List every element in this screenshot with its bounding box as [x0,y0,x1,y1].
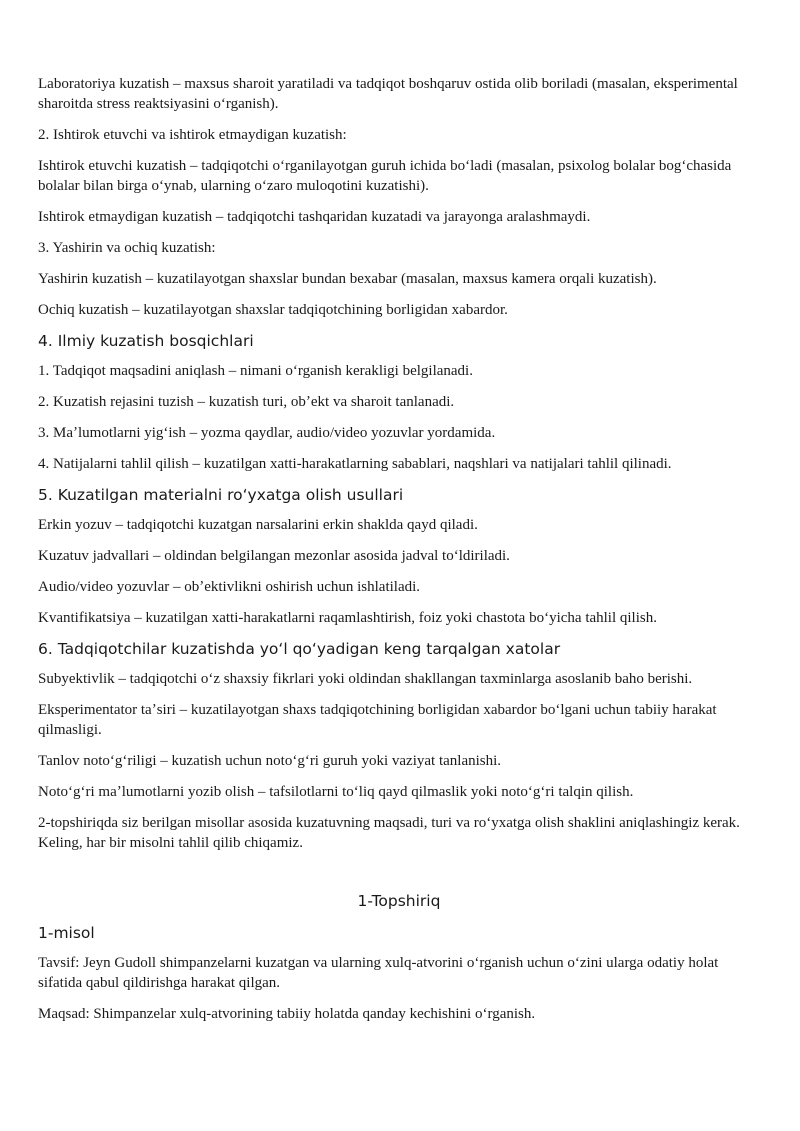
paragraph-open-observation: Ochiq kuzatish – kuzatilayotgan shaxslar tadqiqotchining borligidan xabardor. [38,302,508,318]
example-heading: 1-misol [38,924,95,942]
paragraph-task-intro: 2-topshiriqda siz berilgan misollar asosida kuzatuvning maqsadi, turi va roʻyxatga olish shaklini aniqlashingiz kerak. Keling, har bir misolni tahlil qilib chiqamiz. [38,815,740,851]
paragraph-participant-heading: 2. Ishtirok etuvchi va ishtirok etmaydigan kuzatish: [38,127,347,143]
list-item-stage-3: 3. Maʼlumotlarni yigʻish – yozma qaydlar, audio/video yozuvlar yordamida. [38,425,496,441]
paragraph-participant-observation: Ishtirok etuvchi kuzatish – tadqiqotchi oʻrganilayotgan guruh ichida boʻladi (masalan, psixolog bolalar bogʻchasida bolalar bilan birga oʻynab, ularning oʻzaro muloqotini kuzatishi). [38,158,732,194]
task-title: 1-Topshiriq [357,892,441,910]
section-heading-common-errors: 6. Tadqiqotchilar kuzatishda yoʻl qoʻyadigan keng tarqalgan xatolar [38,640,561,658]
list-item-subjectivity: Subyektivlik – tadqiqotchi oʻz shaxsiy fikrlari yoki oldindan shakllangan taxminlarga asoslanib baho berishi. [38,671,693,687]
list-item-stage-2: 2. Kuzatish rejasini tuzish – kuzatish turi, obʼekt va sharoit tanlanadi. [38,394,455,410]
list-item-observation-tables: Kuzatuv jadvallari – oldindan belgilangan mezonlar asosida jadval toʻldiriladi. [38,548,510,564]
paragraph-hidden-observation: Yashirin kuzatish – kuzatilayotgan shaxslar bundan bexabar (masalan, maxsus kamera orqali kuzatish). [38,271,657,287]
paragraph-description: Tavsif: Jeyn Gudoll shimpanzelarni kuzatgan va ularning xulq-atvorini oʻrganish uchun oʻzini ularga odatiy holat sifatida qabul qildirishga harakat qilgan. [38,955,719,991]
list-item-stage-1: 1. Tadqiqot maqsadini aniqlash – nimani oʻrganish kerakligi belgilanadi. [38,363,473,379]
list-item-selection-bias: Tanlov notoʻgʻriligi – kuzatish uchun notoʻgʻri guruh yoki vaziyat tanlanishi. [38,753,502,769]
list-item-free-writing: Erkin yozuv – tadqiqotchi kuzatgan narsalarini erkin shaklda qayd qiladi. [38,517,478,533]
paragraph-goal: Maqsad: Shimpanzelar xulq-atvorining tabiiy holatda qanday kechishini oʻrganish. [38,1006,536,1022]
list-item-experimenter-effect: Eksperimentator taʼsiri – kuzatilayotgan shaxs tadqiqotchining borligidan xabardor boʻlgani uchun tabiiy harakat qilmasligi. [38,702,717,738]
paragraph-hidden-open-heading: 3. Yashirin va ochiq kuzatish: [38,240,216,256]
paragraph-laboratory-observation: Laboratoriya kuzatish – maxsus sharoit yaratiladi va tadqiqot boshqaruv ostida olib boriladi (masalan, eksperimental sharoitda stress reaktsiyasini oʻrganish). [38,76,738,112]
list-item-wrong-recording: Notoʻgʻri maʼlumotlarni yozib olish – tafsilotlarni toʻliq qayd qilmaslik yoki notoʻgʻri talqin qilish. [38,784,634,800]
section-heading-stages: 4. Ilmiy kuzatish bosqichlari [38,332,254,350]
list-item-stage-4: 4. Natijalarni tahlil qilish – kuzatilgan xatti-harakatlarning sabablari, naqshlari va natijalari tahlil qilinadi. [38,456,672,472]
section-heading-recording-methods: 5. Kuzatilgan materialni roʻyxatga olish usullari [38,486,404,504]
paragraph-non-participant-observation: Ishtirok etmaydigan kuzatish – tadqiqotchi tashqaridan kuzatadi va jarayonga aralashmaydi. [38,209,591,225]
list-item-audio-video: Audio/video yozuvlar – obʼektivlikni oshirish uchun ishlatiladi. [38,579,421,595]
list-item-quantification: Kvantifikatsiya – kuzatilgan xatti-harakatlarni raqamlashtirish, foiz yoki chastota boʻyicha tahlil qilish. [38,610,657,626]
